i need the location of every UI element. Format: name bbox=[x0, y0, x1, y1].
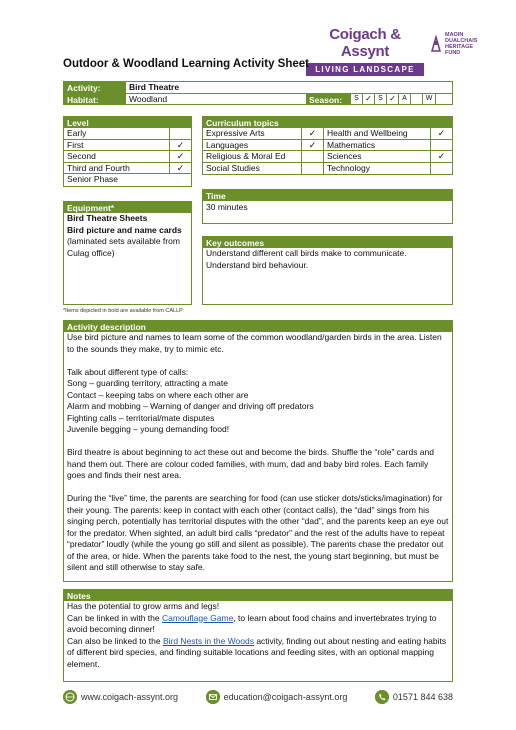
outcome-item: Understand bird behaviour. bbox=[206, 259, 309, 270]
level-label: First bbox=[67, 139, 84, 150]
brand-banner: LIVING LANDSCAPE bbox=[306, 63, 424, 76]
email-text: education@coigach-assynt.org bbox=[223, 692, 348, 702]
phone-icon bbox=[375, 690, 389, 704]
season-box: S bbox=[374, 94, 386, 105]
footer-phone[interactable] bbox=[375, 690, 453, 704]
camouflage-game-link[interactable]: Camouflage Game bbox=[161, 612, 234, 623]
curriculum-row bbox=[324, 140, 452, 152]
curriculum-check bbox=[301, 163, 323, 175]
time-heading: Time bbox=[203, 190, 452, 201]
curriculum-label: Social Studies bbox=[206, 162, 260, 173]
outcomes-panel bbox=[202, 236, 453, 305]
curriculum-check bbox=[301, 151, 323, 162]
call-item: Contact – keeping tabs on where each other are bbox=[67, 389, 249, 400]
curriculum-label: Health and Wellbeing bbox=[327, 128, 408, 138]
season-box: W bbox=[422, 94, 436, 105]
curriculum-check: ✓ bbox=[430, 128, 452, 139]
bird-nests-link[interactable]: Bird Nests in the Woods bbox=[162, 635, 254, 646]
equipment-heading: Equipment* bbox=[64, 202, 191, 213]
curriculum-label: Religious & Moral Ed bbox=[206, 151, 286, 161]
footer-email[interactable] bbox=[206, 690, 348, 704]
level-check: ✓ bbox=[169, 163, 191, 174]
season-box bbox=[410, 94, 422, 105]
curriculum-row bbox=[324, 151, 452, 163]
curriculum-label: Technology bbox=[327, 162, 371, 173]
note-text: Can be linked in with the bbox=[67, 612, 162, 623]
fund-emblem-icon bbox=[430, 35, 442, 53]
level-label: Early bbox=[67, 128, 87, 138]
curriculum-row bbox=[203, 163, 323, 175]
season-box: A bbox=[398, 94, 410, 105]
email-icon bbox=[206, 690, 220, 704]
level-row bbox=[64, 163, 191, 175]
curriculum-check bbox=[430, 140, 452, 151]
level-label: Senior Phase bbox=[67, 174, 119, 184]
curriculum-label: Languages bbox=[206, 139, 249, 150]
equipment-panel bbox=[63, 201, 192, 305]
season-box: S bbox=[350, 94, 362, 105]
brand-logo bbox=[306, 26, 424, 76]
season-boxes bbox=[350, 94, 452, 105]
call-item: Juvenile begging – young demanding food! bbox=[67, 424, 230, 434]
footer-website[interactable] bbox=[63, 690, 178, 704]
website-text: www.coigach-assynt.org bbox=[81, 692, 179, 702]
equipment-footnote: *Items depicted in bold are available from CALLP bbox=[63, 308, 183, 314]
habitat-value: Woodland bbox=[129, 93, 168, 104]
season-label: Season: bbox=[306, 94, 350, 105]
brand-name: Coigach & Assynt bbox=[329, 26, 401, 60]
level-row bbox=[64, 140, 191, 152]
fund-line: FUND bbox=[445, 50, 461, 56]
note-line bbox=[67, 636, 449, 671]
calls-intro: Talk about different type of calls: bbox=[67, 366, 189, 377]
curriculum-heading: Curriculum topics bbox=[203, 117, 452, 128]
note-line: Has the potential to grow arms and legs! bbox=[67, 601, 220, 611]
globe-icon bbox=[63, 690, 77, 704]
phone-text: 01571 844 638 bbox=[392, 692, 453, 702]
level-label: Third and Fourth bbox=[67, 162, 130, 173]
curriculum-check: ✓ bbox=[430, 151, 452, 162]
habitat-label: Habitat: bbox=[64, 94, 126, 105]
equipment-note: (laminated sets available from Culag office) bbox=[67, 236, 180, 258]
footer bbox=[63, 690, 453, 704]
level-row bbox=[64, 128, 191, 140]
season-box: ✓ bbox=[386, 94, 398, 105]
curriculum-row bbox=[203, 151, 323, 163]
curriculum-check: ✓ bbox=[301, 140, 323, 151]
note-line bbox=[67, 613, 449, 636]
level-label: Second bbox=[67, 151, 96, 161]
curriculum-row bbox=[203, 140, 323, 152]
curriculum-label: Mathematics bbox=[327, 139, 376, 150]
curriculum-label: Sciences bbox=[327, 151, 362, 161]
curriculum-panel bbox=[202, 116, 453, 175]
call-item: Fighting calls – territorial/mate disputes bbox=[67, 412, 215, 423]
level-check: ✓ bbox=[169, 140, 191, 151]
activity-paragraph: During the “live” time, the parents are searching for food (can use sticker dots/sticks/imagination) for their young. The parents: keep in contact with each other (contact calls), the “dad” sings from his singing perch, potentially has territorial disputes with the other “dad”, and the parents keep an eye out for the predator. When sighted, an adult bird calls “predator” and the rest of the adults have to repeat “predator” loudly (while the young go still and silent as possible). The parents chase the predator out of the area, or hide. When the parents take food to the nest, the young start beginning, but must be silent and still otherwise to stay safe. bbox=[67, 493, 449, 572]
equipment-item: Bird picture and name cards bbox=[67, 224, 182, 235]
heritage-fund-logo bbox=[430, 32, 477, 56]
curriculum-check: ✓ bbox=[301, 128, 323, 139]
call-item: Song – guarding territory, attracting a mate bbox=[67, 378, 228, 388]
level-row bbox=[64, 151, 191, 163]
outcome-item: Understand different call birds make to communicate. bbox=[206, 248, 407, 258]
fund-line: HERITAGE bbox=[445, 44, 474, 50]
time-panel bbox=[202, 189, 453, 224]
call-item: Alarm and mobbing – Warning of danger and driving off predators bbox=[67, 401, 314, 411]
fund-line: DUALCHAIS bbox=[445, 38, 478, 44]
note-text: , to learn about food chains and invertebrates trying to avoid becoming dinner! bbox=[67, 612, 437, 634]
note-text: activity, finding out about nesting and eating habits of different bird species, and finding suitable locations and feeding sites, with an optional mapping element. bbox=[67, 635, 447, 669]
note-text: Can also be linked to the bbox=[67, 635, 163, 646]
season-box: ✓ bbox=[362, 94, 374, 105]
outcomes-heading: Key outcomes bbox=[203, 237, 452, 248]
level-check: ✓ bbox=[169, 151, 191, 162]
fund-line: MAOIN bbox=[445, 32, 464, 38]
level-check bbox=[169, 128, 191, 139]
level-row bbox=[64, 174, 191, 186]
curriculum-row bbox=[324, 128, 452, 140]
notes-heading: Notes bbox=[64, 590, 452, 601]
curriculum-label: Expressive Arts bbox=[206, 128, 265, 138]
activity-description-panel bbox=[63, 320, 453, 582]
curriculum-check bbox=[430, 163, 452, 175]
curriculum-row bbox=[203, 128, 323, 140]
level-heading: Level bbox=[64, 117, 191, 128]
level-panel bbox=[63, 116, 192, 187]
activity-label: Activity: bbox=[64, 82, 126, 93]
activity-paragraph: Bird theatre is about beginning to act these out and become the birds. Shuffle the “role” cards and hand them out. There are colour coded families, with mum, dad and baby bird roles. Each family goes and finds their nest area. bbox=[67, 447, 434, 480]
page-title: Outdoor & Woodland Learning Activity Sheet bbox=[63, 58, 309, 70]
equipment-item: Bird Theatre Sheets bbox=[67, 213, 148, 223]
activity-info-table bbox=[63, 81, 453, 105]
activity-description-heading: Activity description bbox=[64, 321, 452, 332]
activity-value: Bird Theatre bbox=[129, 82, 180, 92]
time-value: 30 minutes bbox=[206, 202, 248, 212]
activity-paragraph: Use bird picture and names to learn some of the common woodland/garden birds in the area. Listen to the sounds they make, try to mimic etc. bbox=[67, 332, 442, 354]
curriculum-row bbox=[324, 163, 452, 175]
notes-panel bbox=[63, 589, 453, 682]
